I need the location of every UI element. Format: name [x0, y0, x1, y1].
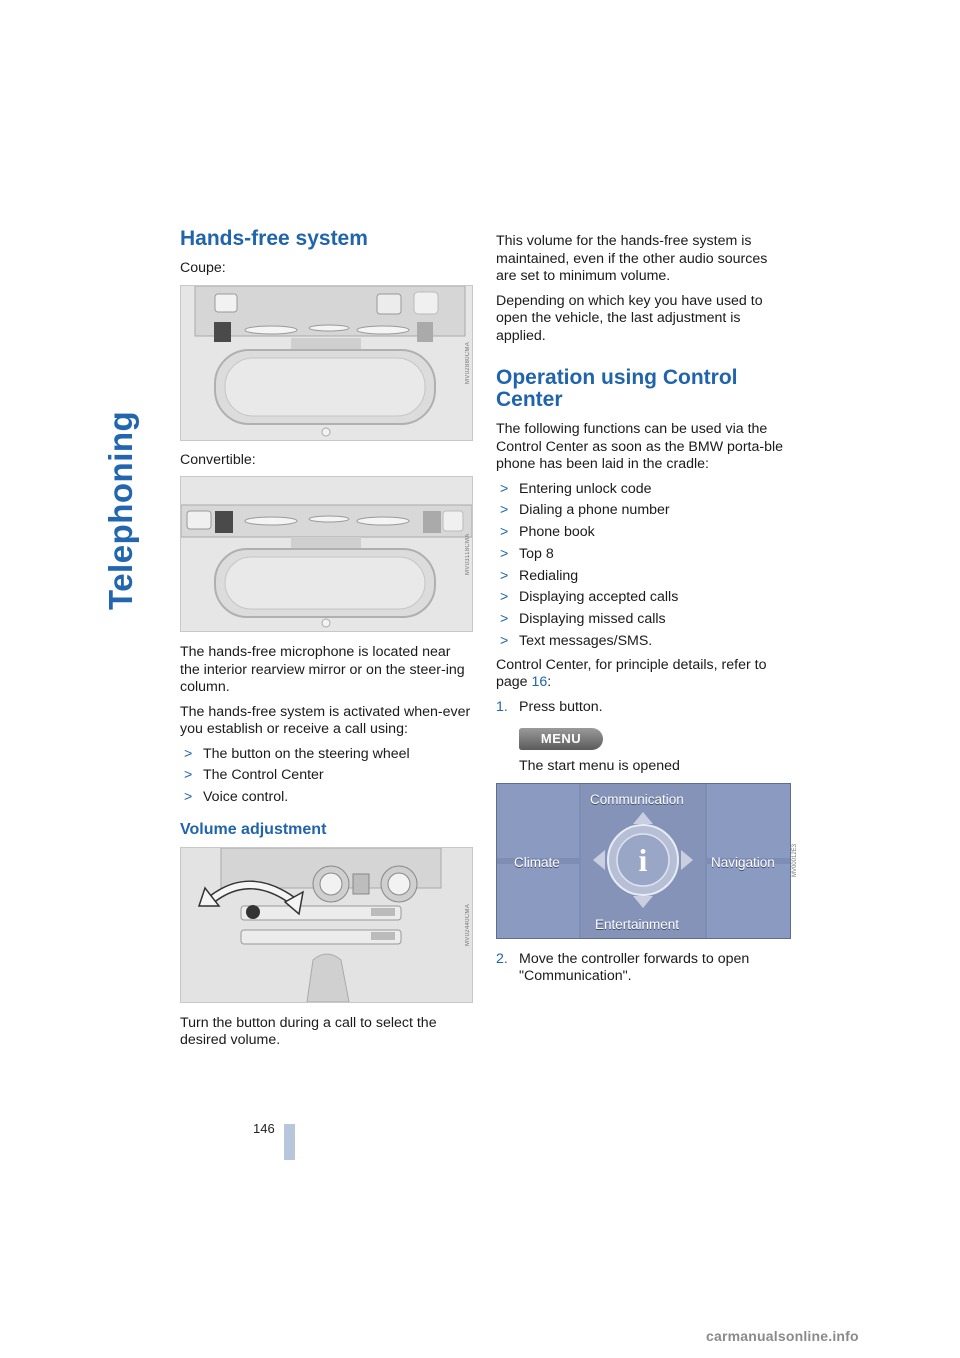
figure-code: MV03118CMA	[465, 533, 471, 575]
microphone-location-text: The hands-free microphone is located near the interior rearview mirror or on the steer-ing column.	[180, 644, 465, 695]
controller-icon	[591, 810, 695, 910]
volume-maintained-text: This volume for the hands-free system is maintained, even if the other audio sources are set to minimum volume.	[496, 233, 768, 284]
list-item: > Voice control.	[180, 789, 472, 807]
section-title: Telephoning	[102, 410, 139, 610]
steps-list-continued	[496, 951, 790, 986]
list-item: > Displaying missed calls	[496, 611, 790, 629]
activation-list	[180, 746, 472, 807]
volume-heading: Volume adjustment	[180, 820, 327, 838]
volume-text: Turn the button during a call to select the desired volume.	[180, 1014, 437, 1049]
menu-navigation: Navigation	[711, 854, 775, 870]
key-adjustment-text: Depending on which key you have used to open the vehicle, the last adjustment is applied.	[496, 292, 763, 344]
control-center-start-menu	[496, 783, 798, 939]
start-menu-text: The start menu is opened	[519, 758, 680, 775]
left-column	[180, 228, 472, 1057]
step-1: 1. Press button.	[496, 698, 603, 715]
watermark: carmanualsonline.info	[706, 1328, 859, 1344]
page-marker	[284, 1124, 295, 1160]
menu-tile	[707, 864, 790, 938]
volume-knob-figure	[180, 847, 473, 1003]
menu-entertainment: Entertainment	[595, 916, 680, 932]
menu-button: MENU	[519, 728, 603, 750]
coupe-mirror-figure	[180, 285, 473, 441]
figure-code: MV02440CMA	[465, 903, 471, 946]
right-column	[496, 233, 798, 992]
convertible-mirror-figure	[180, 476, 473, 632]
functions-list	[496, 481, 790, 651]
coupe-label: Coupe:	[180, 260, 226, 276]
control-center-reference: Control Center, for principle details, refer to page 16:	[496, 656, 767, 691]
list-item: > The Control Center	[180, 767, 472, 785]
menu-tile	[497, 784, 579, 858]
list-item: > Phone book	[496, 524, 790, 542]
menu-tile	[497, 864, 579, 938]
steps-list	[496, 699, 790, 717]
hands-free-heading: Hands-free system	[180, 227, 368, 250]
list-item: > Text messages/SMS.	[496, 633, 790, 651]
activation-text: The hands-free system is activated when-ever you establish or receive a call using:	[180, 703, 471, 737]
control-center-heading: Operation using Control Center	[496, 366, 738, 411]
list-item: > Displaying accepted calls	[496, 589, 790, 607]
menu-tile	[707, 784, 790, 858]
coupe-mirror-illustration	[181, 286, 472, 440]
step-2: 2. Move the controller forwards to open "Communication".	[496, 950, 750, 985]
list-item: > Redialing	[496, 568, 790, 586]
list-item: > Top 8	[496, 546, 790, 564]
figure-code: MV00012E3	[791, 843, 798, 877]
svg-text:i: i	[638, 841, 648, 878]
functions-intro-text: The following functions can be used via the Control Center as soon as the BMW porta-ble phone has been laid in the cradle:	[496, 421, 784, 472]
figure-code: MV02880CMA	[465, 341, 471, 384]
convertible-mirror-illustration	[181, 477, 472, 631]
convertible-label: Convertible:	[180, 451, 256, 468]
volume-knob-illustration	[181, 848, 472, 1002]
list-item: > The button on the steering wheel	[180, 746, 472, 764]
page-number: 146	[253, 1121, 275, 1136]
menu-communication: Communication	[590, 791, 684, 807]
page-link[interactable]: 16	[531, 674, 548, 691]
menu-climate: Climate	[514, 854, 560, 870]
list-item: > Dialing a phone number	[496, 502, 790, 520]
list-item: > Entering unlock code	[496, 481, 790, 499]
